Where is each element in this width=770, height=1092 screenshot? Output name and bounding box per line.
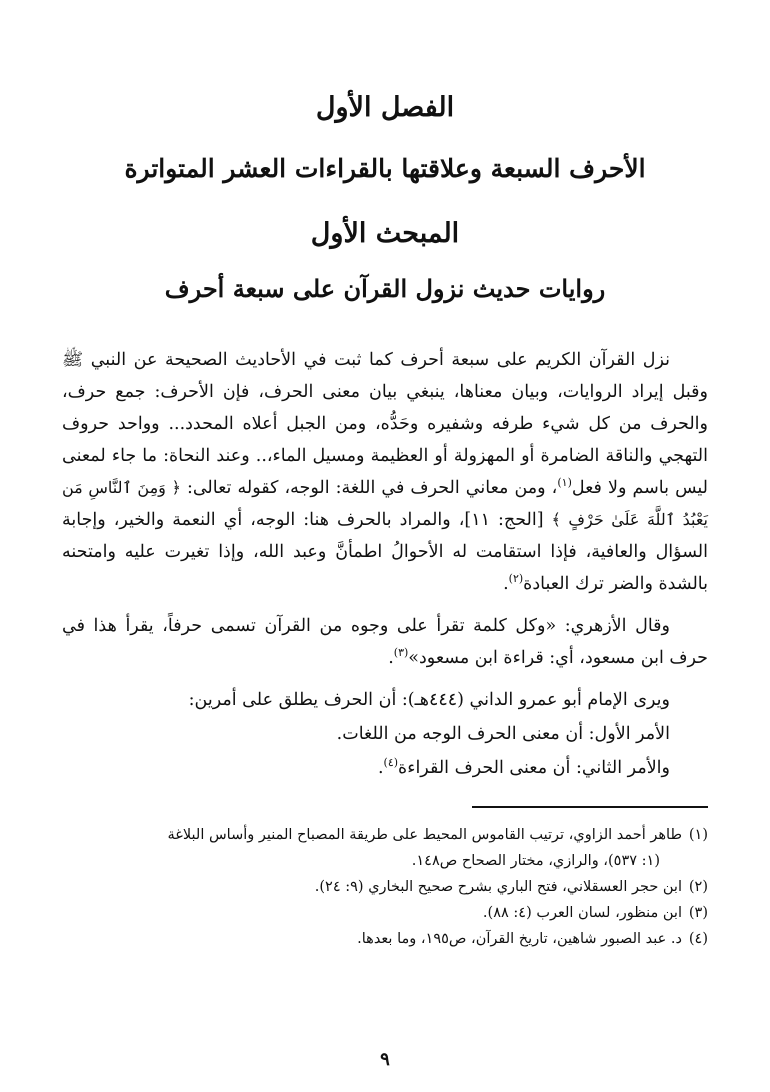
footnote-separator-wrap bbox=[62, 784, 708, 822]
footnote-ref-2[interactable]: (٢) bbox=[508, 572, 524, 586]
footnote-text: ابن حجر العسقلاني، فتح الباري بشرح صحيح البخاري (٩: ٢٤). bbox=[314, 879, 682, 895]
footnote-ref-4[interactable]: (٤) bbox=[383, 756, 399, 770]
body-paragraph-2: وقال الأزهري: «وكل كلمة تقرأ على وجوه من القرآن تسمى حرفاً، يقرأ هذا في حرف ابن مسعود، أي: قراءة ابن مسعود»$^{(٣)}$. bbox=[62, 616, 708, 668]
body-paragraph-1: نزل القرآن الكريم على سبعة أحرف كما ثبت في الأحاديث الصحيحة عن النبي ﷺ وقبل إيراد الروايات، وبيان معناها، ينبغي بيان معنى الحرف، فإن الأحرف: جمع حرف، والحرف من كل شيء طرفه وشفيره وحَدُّه، ومن الجبل أعلاه المحدد... وواحد حروف التهجي والناقة الضامرة أو المهزولة أو العظيمة ومسيل الماء،.. وعند النحاة: ما جاء لمعنى ليس باسم ولا فعل$^{(١)}$، ومن معاني الحرف في اللغة: الوجه، كقوله تعالى: ﴿ وَمِنَ ٱلنَّاسِ مَن يَعْبُدُ ٱللَّهَ عَلَىٰ حَرْفٍ ﴾ [الحج: ١١]، والمراد بالحرف هنا: الوجه، أي النعمة والخير، وإجابة السؤال والعافية، فإذا استقامت له الأحوالُ اطمأنَّ وعبد الله، وإذا تغيرت عليه وامتحنه بالشدة والضر ترك العبادة$^{(٢)}$. bbox=[62, 350, 708, 594]
footnote-separator bbox=[472, 806, 708, 808]
footnote-3 bbox=[62, 900, 708, 926]
quran-verse: ﴿ وَمِنَ ٱلنَّاسِ مَن يَعْبُدُ ٱللَّهَ عَلَىٰ حَرْفٍ ﴾ bbox=[62, 478, 708, 529]
body-paragraph-3: ويرى الإمام أبو عمرو الداني (٤٤٤هـ): أن الحرف يطلق على أمرين: bbox=[188, 690, 670, 710]
footnote-1 bbox=[62, 822, 708, 848]
footnote-number: (٢) bbox=[688, 879, 708, 895]
chapter-title: الفصل الأول bbox=[315, 92, 455, 123]
part-title: الأحرف السبعة وعلاقتها بالقراءات العشر المتواترة bbox=[124, 154, 646, 183]
footnote-2 bbox=[62, 874, 708, 900]
footnote-number: (٣) bbox=[688, 905, 708, 921]
footnote-number: (١) bbox=[688, 827, 708, 843]
section-title: المبحث الأول bbox=[310, 218, 460, 249]
footnote-1-continuation bbox=[62, 848, 708, 874]
footnote-text: طاهر أحمد الزاوي، ترتيب القاموس المحيط على طريقة المصباح المنير وأساس البلاغة bbox=[167, 827, 682, 843]
footnote-4 bbox=[62, 926, 708, 952]
footnote-text: د. عبد الصبور شاهين، تاريخ القرآن، ص١٩٥، وما بعدها. bbox=[357, 931, 682, 947]
footnote-text: ابن منظور، لسان العرب (٤: ٨٨). bbox=[482, 905, 682, 921]
body-paragraph-5: والأمر الثاني: أن معنى الحرف القراءة$^{(٤)}$. bbox=[377, 756, 670, 778]
footnote-ref-1[interactable]: (١) bbox=[557, 476, 572, 490]
footnote-ref-3[interactable]: (٣) bbox=[393, 646, 409, 660]
footnote-text: (١: ٥٣٧)، والرازي، مختار الصحاح ص١٤٨. bbox=[411, 853, 660, 869]
body-paragraph-4: الأمر الأول: أن معنى الحرف الوجه من اللغات. bbox=[336, 724, 670, 744]
topic-title: روايات حديث نزول القرآن على سبعة أحرف bbox=[164, 274, 606, 303]
footnote-number: (٤) bbox=[688, 931, 708, 947]
footnotes bbox=[62, 822, 708, 952]
page-number: ٩ bbox=[380, 1049, 390, 1070]
